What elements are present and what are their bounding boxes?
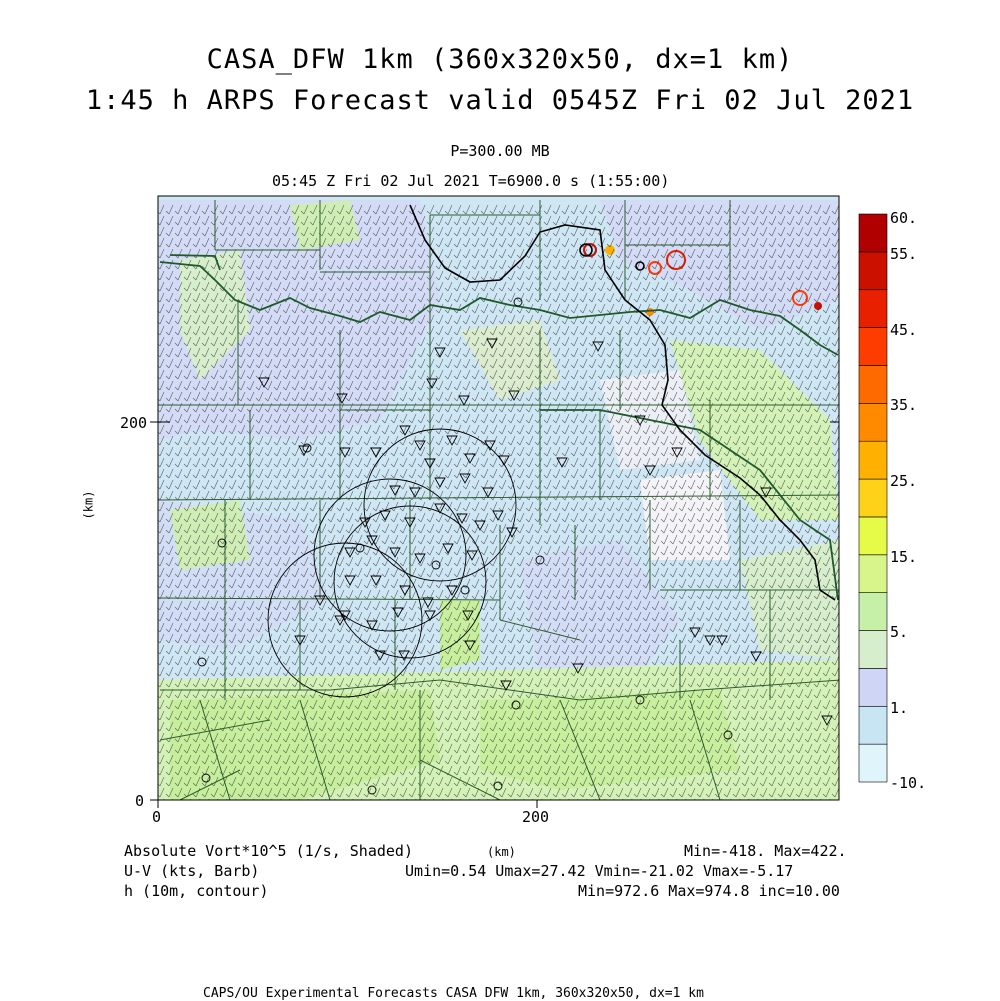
colorbar-bin [859, 214, 887, 252]
colorbar-bin [859, 290, 887, 328]
footer-credit: CAPS/OU Experimental Forecasts CASA DFW 1km, 360x320x50, dx=1 km [203, 986, 704, 1001]
colorbar-bin [859, 593, 887, 631]
colorbar-bin [859, 479, 887, 517]
x-tick-0: 0 [152, 808, 162, 826]
x-tick-200: 200 [522, 808, 550, 826]
colorbar-bin [859, 328, 887, 366]
colorbar-label-35: 35. [890, 396, 918, 414]
colorbar-label-5: 5. [890, 623, 909, 641]
x-axis-label: (km) [487, 845, 516, 859]
colorbar-label-minus10: -10. [890, 774, 927, 792]
y-tick-200: 200 [120, 414, 148, 432]
colorbar-label-15: 15. [890, 548, 918, 566]
shaded-minmax: Min=-418. Max=422. [684, 842, 847, 860]
colorbar-bin [859, 744, 887, 782]
colorbar-bin [859, 403, 887, 441]
colorbar-bin [859, 555, 887, 593]
contour-stats: Min=972.6 Max=974.8 inc=10.00 [578, 882, 840, 900]
barb-field-label: U-V (kts, Barb) [124, 862, 260, 880]
y-axis-label: (km) [81, 490, 96, 520]
colorbar-bin [859, 668, 887, 706]
barb-stats: Umin=0.54 Umax=27.42 Vmin=-21.02 Vmax=-5.17 [405, 862, 794, 880]
colorbar-bin [859, 517, 887, 555]
colorbar-label-55: 55. [890, 245, 918, 263]
map-title-line-2: 1:45 h ARPS Forecast valid 0545Z Fri 02 Jul 2021 [85, 85, 915, 116]
pressure-level-label: P=300.00 MB [450, 142, 550, 160]
colorbar-label-1: 1. [890, 699, 909, 717]
y-tick-0: 0 [135, 792, 145, 810]
colorbar [859, 214, 887, 782]
shaded-field-label: Absolute Vort*10^5 (1/s, Shaded) [124, 842, 413, 860]
colorbar-bin [859, 252, 887, 290]
colorbar-label-45: 45. [890, 321, 918, 339]
map-title-line-1: CASA_DFW 1km (360x320x50, dx=1 km) [206, 44, 794, 75]
colorbar-bin [859, 441, 887, 479]
contour-field-label: h (10m, contour) [124, 882, 269, 900]
valid-time-label: 05:45 Z Fri 02 Jul 2021 T=6900.0 s (1:55:00) [272, 172, 670, 190]
colorbar-label-25: 25. [890, 472, 918, 490]
colorbar-bin [859, 365, 887, 403]
colorbar-label-60: 60. [890, 209, 918, 227]
colorbar-bin [859, 631, 887, 669]
colorbar-bin [859, 706, 887, 744]
